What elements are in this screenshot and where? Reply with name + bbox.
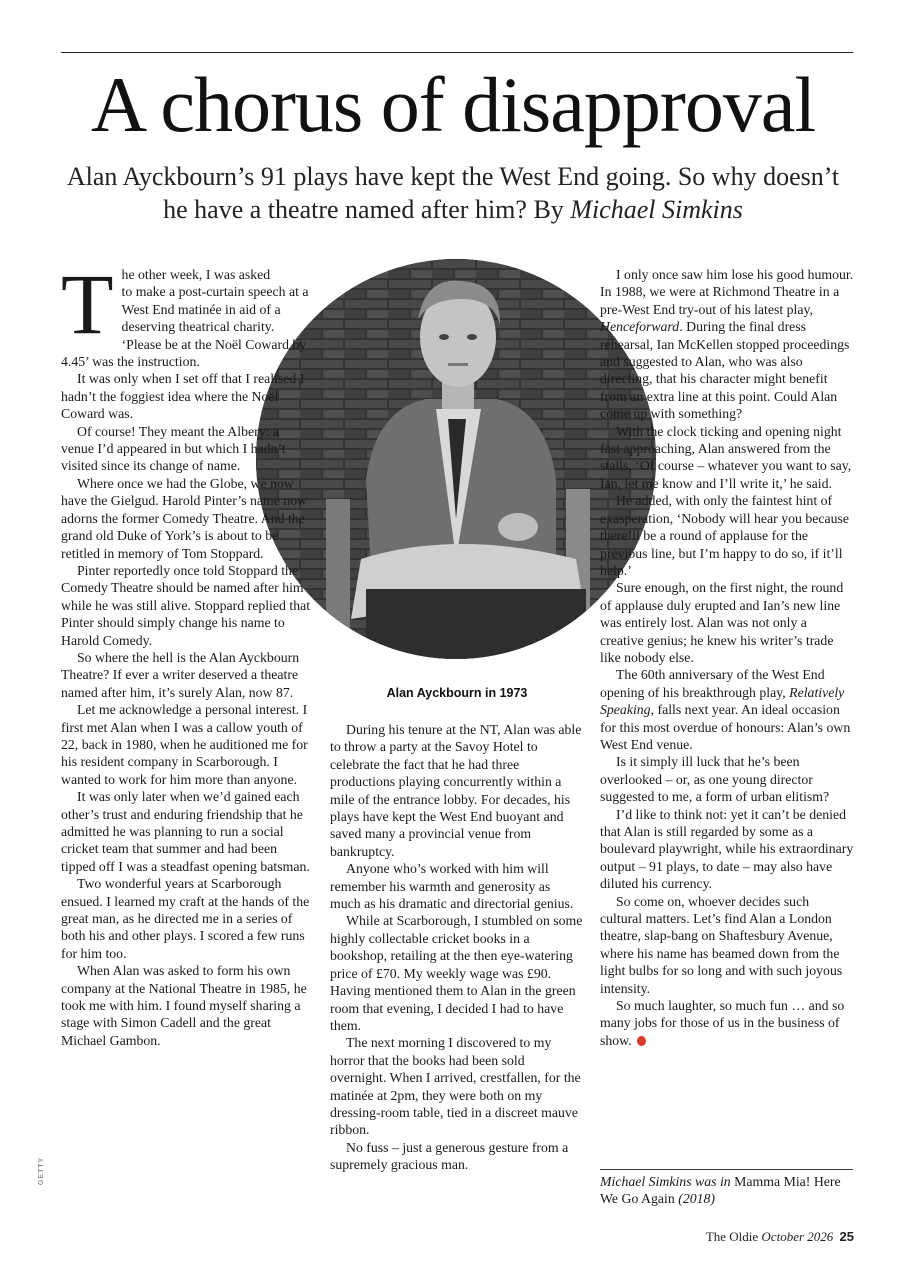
text: The 60th anniversary of the West End opening of his breakthrough play,: [600, 667, 825, 700]
paragraph: I’d like to think not: yet it can’t be denied that Alan is still regarded by some as a boulevard playwright, while his extraordinary output – 91 plays, to date – may also have diluted his currency.: [600, 806, 854, 892]
paragraph: Two wonderful years at Scarborough ensued. I learned my craft at the hands of the great man, as he directed me in a series of both his and other plays. I scored a few runs for him too.: [61, 876, 310, 961]
standfirst-author: Michael Simkins: [570, 195, 743, 224]
paragraph: he other week, I was asked to make a post-curtain speech at a West End matinée in aid of a deserving theatrical charity. ‘Please be at the Noël Coward by 4.45’ was the instruction.: [61, 267, 309, 370]
photo-credit: GETTY: [38, 1156, 45, 1185]
paragraph: Is it simply ill luck that he’s been overlooked – or, as one young director suggested to me, a form of urban elitism?: [600, 754, 830, 805]
paragraph: [600, 997, 854, 1049]
paragraph: While at Scarborough, I stumbled on some highly collectable cricket books in a bookshop, retailing at the then eye-watering price of £70. My weekly wage was £90. Having mentioned them to Alan in the green room that evening, I decided I had to have them.: [330, 913, 583, 1033]
paragraph: Sure enough, on the first night, the round of applause duly erupted and Ian’s new line was entirely lost. Alan was not only a creative genius; he knew his writer’s trade like nobody else.: [600, 580, 844, 665]
column-2: [330, 721, 584, 1174]
drop-cap: T: [61, 256, 114, 352]
bio-rule: [600, 1169, 853, 1170]
column-1: [61, 256, 311, 1049]
paragraph: [600, 266, 854, 423]
paragraph: When Alan was asked to form his own company at the National Theatre in 1985, he took me with him. I found myself sharing a stage with Simon Cadell and the great Michael Gambon.: [61, 963, 307, 1048]
paragraph: During his tenure at the NT, Alan was able to throw a party at the Savoy Hotel to celebrate the fact that he had three productions playing concurrently within a mile of the entrance lobby. For decades, his plays have kept the West End buoyant and saved many a provincial venue from bankruptcy.: [330, 722, 582, 859]
text: So much laughter, so much fun … and so many jobs for those of us in the business of show.: [600, 998, 845, 1048]
paragraph: It was only later when we’d gained each other’s trust and enduring friendship that he admitted he was planning to run a social cricket team that summer and had been tipped off I was a steadfast opening batsman.: [61, 789, 310, 874]
paragraph: So come on, whoever decides such cultural matters. Let’s find Alan a London theatre, slap-bang on Shaftesbury Avenue, where his name has beamed down from the light bulbs for so long and with such joyous intensity.: [600, 893, 843, 996]
paragraph: The next morning I discovered to my horror that the books had been sold overnight. When I arrived, crestfallen, for the matinée at 2pm, they were both on my dressing-room table, tied in a discreet mauve ribbon.: [330, 1035, 581, 1138]
end-mark-icon: [637, 1036, 646, 1046]
paragraph: [600, 666, 854, 753]
paragraph: Let me acknowledge a personal interest. I first met Alan when I was a callow youth of 22, back in 1980, when he auditioned me for his resident company in Scarborough. I wanted to work for him more than anyone.: [61, 702, 308, 787]
text: I only once saw him lose his good humour. In 1988, we were at Richmond Theatre in a pre-West End try-out of his latest play,: [600, 267, 854, 317]
author-bio: [600, 1173, 854, 1208]
paragraph: Pinter reportedly once told Stoppard the Comedy Theatre should be named after him while he was still alive. Stoppard replied that Pinter should simply change his name to Harold Comedy.: [61, 562, 311, 648]
headline: A chorus of disapproval: [90, 61, 816, 148]
paragraph: Of course! They meant the Albery: a venue I’d appeared in but which I hadn’t visited since its change of name.: [61, 423, 286, 474]
paragraph: So where the hell is the Alan Ayckbourn Theatre? If ever a writer deserved a theatre named after him, it’s surely Alan, now 87.: [61, 649, 300, 700]
play-title: Henceforward: [600, 319, 680, 335]
top-rule: [61, 52, 853, 53]
column-3: [600, 266, 854, 1049]
text: , falls next year. An ideal occasion for this most overdue of honours: Alan’s own West End venue.: [600, 702, 851, 752]
paragraph: He added, with only the faintest hint of exasperation, ‘Nobody will hear you because there’ll be a round of applause for the previous line, but I’m happy to do so, if it’ll help.’: [600, 493, 850, 578]
standfirst: [60, 160, 846, 226]
page-footer: [706, 1229, 854, 1245]
magazine-name: The Oldie: [705, 1229, 759, 1244]
bio-lead: Michael Simkins was in: [600, 1174, 731, 1189]
paragraph: Anyone who’s worked with him will remember his warmth and generosity as much as his dramatic and directorial genius.: [330, 861, 574, 912]
paragraph: Where once we had the Globe, we now have the Gielgud. Harold Pinter’s name now adorns the former Comedy Theatre. And the grand old Duke of York’s is about to be retitled in memory of Tom Stoppard.: [61, 475, 308, 561]
standfirst-text: Alan Ayckbourn’s 91 plays have kept the West End going. So why doesn’t he have a theatre named after him? By: [66, 162, 840, 224]
paragraph: No fuss – just a generous gesture from a supremely gracious man.: [330, 1139, 569, 1173]
page-number: 25: [839, 1229, 854, 1244]
bio-year: (2018): [678, 1191, 716, 1207]
photo-caption: Alan Ayckbourn in 1973: [386, 686, 528, 700]
paragraph: It was only when I set off that I realised I hadn’t the foggiest idea where the Noël Coward was.: [61, 371, 305, 422]
bio-show: Mamma Mia! Here We Go Again: [600, 1174, 841, 1207]
paragraph: With the clock ticking and opening night fast approaching, Alan answered from the stalls, ‘Of course – whatever you want to say, Ian, let me know and I’ll write it,’ he said.: [600, 423, 852, 491]
text: . During the final dress rehearsal, Ian McKellen stopped proceedings and suggested to Alan, who was also directing, that his character might benefit from an extra line at this point. Could Alan come up with something?: [600, 319, 850, 422]
play-title: Relatively Speaking: [600, 684, 845, 718]
issue-date: October 2026: [761, 1229, 834, 1244]
